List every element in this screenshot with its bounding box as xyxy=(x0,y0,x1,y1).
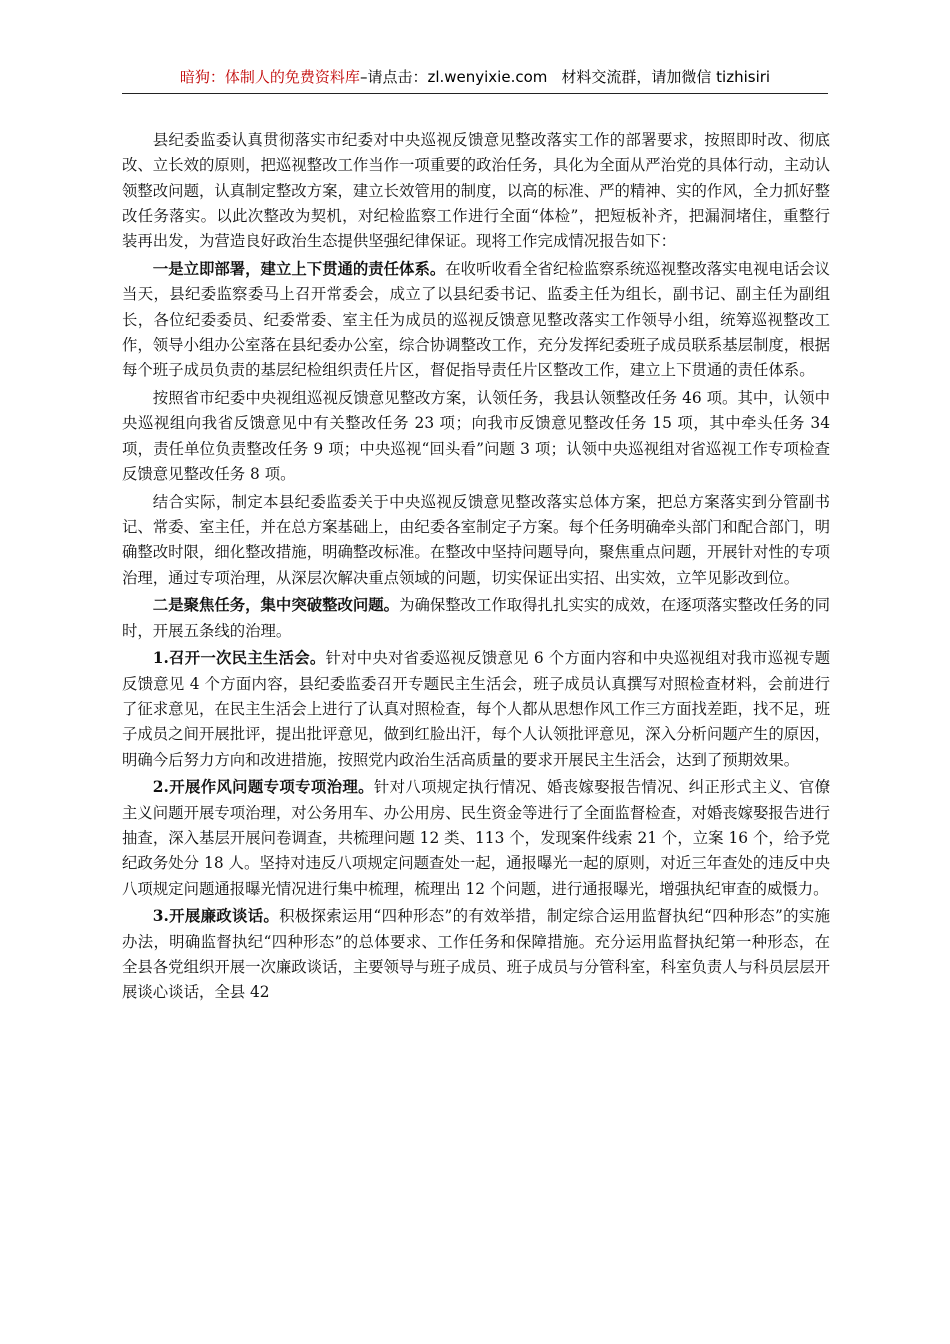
item-heading: 3.开展廉政谈话。 xyxy=(152,907,280,926)
section-heading: 二是聚焦任务，集中突破整改问题。 xyxy=(152,596,400,615)
header-click-hint: –请点击： xyxy=(359,68,428,86)
item-heading: 1.召开一次民主生活会。 xyxy=(152,649,326,668)
header-url-link[interactable]: zl.wenyixie.com xyxy=(427,68,548,86)
page-header xyxy=(122,66,828,88)
header-divider xyxy=(122,93,828,94)
header-site-name: 暗狗：体制人的免费资料库 xyxy=(179,68,360,86)
paragraph-section-two: 二是聚焦任务，集中突破整改问题。为确保整改工作取得扎扎实实的成效，在逐项落实整改任务的同时，开展五条线的治理。 xyxy=(122,596,831,640)
paragraph-section-one: 一是立即部署，建立上下贯通的责任体系。在收听收看全省纪检监察系统巡视整改落实电视电话会议当天，县纪委监察委马上召开常委会，成立了以县纪委书记、监委主任为组长，副书记、副主任为副组长，各位纪委委员、纪委常委、室主任为成员的巡视反馈意见整改落实工作领导小组，统筹巡视整改工作，领导小组办公室落在县纪委办公室，综合协调整改工作，充分发挥纪委班子成员联系基层制度，根据每个班子成员负责的基层纪检组织责任片区，督促指导责任片区整改工作，建立上下贯通的责任体系。 xyxy=(122,259,831,380)
paragraph-item-2: 2.开展作风问题专项专项治理。针对八项规定执行情况、婚丧嫁娶报告情况、纠正形式主义、官僚主义问题开展专项治理，对公务用车、办公用房、民生资金等进行了全面监督检查，对婚丧嫁娶报告进行抽查，深入基层开展问卷调查，共梳理问题 12 类、113 个，发现案件线索 21 个，立案 16 个，给予党纪政务处分 18 人。坚持对违反八项规定问题查处一起，通报曝光一起的原则，对近三年查处的违反中央八项规定问题通报曝光情况进行集中梳理，梳理出 12 个问题，进行通报曝光，增强执纪审查的威慑力。 xyxy=(122,778,830,898)
item-heading: 2.开展作风问题专项专项治理。 xyxy=(152,778,374,797)
header-contact: 材料交流群，请加微信 tizhisiri xyxy=(561,68,771,86)
paragraph-item-3: 3.开展廉政谈话。积极探索运用“四种形态”的有效举措，制定综合运用监督执纪“四种形态”的实施办法，明确监督执纪“四种形态”的总体要求、工作任务和保障措施。充分运用监督执纪第一种形态，在全县各党组织开展一次廉政谈话，主要领导与班子成员、班子成员与分管科室，科室负责人与科员层层开展谈心谈话，全县 42 xyxy=(122,907,830,1002)
document-body xyxy=(122,128,830,1008)
paragraph-item-1: 1.召开一次民主生活会。针对中央对省委巡视反馈意见 6 个方面内容和中央巡视组对我市巡视专题反馈意见 4 个方面内容，县纪委监委召开专题民主生活会，班子成员认真撰写对照检查材料，会前进行了征求意见，在民主生活会上进行了认真对照检查，每个人都从思想作风工作三方面找差距，找不足，班子成员之间开展批评，提出批评意见，做到红脸出汗，每个人认领批评意见，深入分析问题产生的原因，明确今后努力方向和改进措施，按照党内政治生活高质量的要求开展民主生活会，达到了预期效果。 xyxy=(122,649,830,769)
paragraph-tasks: 按照省市纪委中央视组巡视反馈意见整改方案，认领任务，我县认领整改任务 46 项。其中，认领中央巡视组向我省反馈意见中有关整改任务 23 项；向我市反馈意见整改任务 15 项，其中牵头任务 34 项，责任单位负责整改任务 9 项；中央巡视“回头看”问题 3 项；认领中央巡视组对省巡视工作专项检查反馈意见整改任务 8 项。 xyxy=(122,388,830,483)
paragraph-plan: 结合实际，制定本县纪委监委关于中央巡视反馈意见整改落实总体方案，把总方案落实到分管副书记、常委、室主任，并在总方案基础上，由纪委各室制定子方案。每个任务明确牵头部门和配合部门，明确整改时限，细化整改措施，明确整改标准。在整改中坚持问题导向，聚焦重点问题，开展针对性的专项治理，通过专项治理，从深层次解决重点领域的问题，切实保证出实招、出实效，立竿见影改到位。 xyxy=(122,492,830,587)
paragraph-intro: 县纪委监委认真贯彻落实市纪委对中央巡视反馈意见整改落实工作的部署要求，按照即时改、彻底改、立长效的原则，把巡视整改工作当作一项重要的政治任务，具化为全面从严治党的具体行动，主动认领整改问题，认真制定整改方案，建立长效管用的制度，以高的标准、严的精神、实的作风，全力抓好整改任务落实。以此次整改为契机，对纪检监察工作进行全面“体检”，把短板补齐，把漏洞堵住，重整行装再出发，为营造良好政治生态提供坚强纪律保证。现将工作完成情况报告如下： xyxy=(122,131,830,251)
section-heading: 一是立即部署，建立上下贯通的责任体系。 xyxy=(152,259,446,278)
